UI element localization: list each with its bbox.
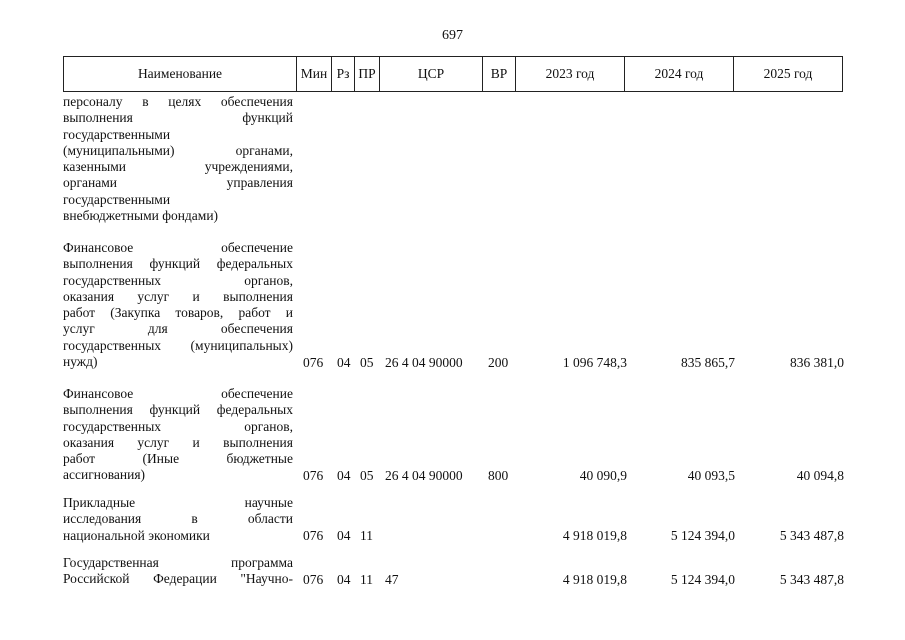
cell-rz: 04 bbox=[337, 571, 351, 587]
cell-pr: 11 bbox=[360, 527, 373, 543]
name-line: внебюджетными фондами) bbox=[63, 208, 219, 224]
name-line: персоналу в целях обеспечения bbox=[63, 94, 293, 109]
col-header-2025: 2025 год bbox=[734, 57, 843, 92]
cell-2025: 40 094,8 bbox=[796, 467, 844, 483]
table-row bbox=[63, 555, 845, 588]
cell-2024: 5 124 394,0 bbox=[670, 527, 735, 543]
col-header-rz: Рз bbox=[332, 57, 355, 92]
cell-csr: 26 4 04 90000 bbox=[385, 354, 463, 370]
name-line: выполнения функций федеральных bbox=[63, 402, 293, 418]
name-line: национальной экономики bbox=[63, 527, 210, 543]
name-line: Российской Федерации "Научно- bbox=[63, 571, 293, 587]
cell-2024: 40 093,5 bbox=[687, 467, 735, 483]
name-line: государственными bbox=[63, 126, 171, 142]
cell-2025: 5 343 487,8 bbox=[779, 527, 844, 543]
name-line: Финансовое обеспечение bbox=[63, 240, 293, 255]
cell-min: 076 bbox=[303, 354, 324, 370]
cell-2023: 1 096 748,3 bbox=[562, 354, 627, 370]
name-line: государственными bbox=[63, 191, 171, 207]
row-name bbox=[63, 240, 293, 370]
cell-min: 076 bbox=[303, 467, 324, 483]
cell-rz: 04 bbox=[337, 467, 351, 483]
name-line: казенными учреждениями, bbox=[63, 159, 293, 175]
cell-2025: 5 343 487,8 bbox=[779, 571, 844, 587]
cell-2024: 835 865,7 bbox=[681, 354, 735, 370]
row-name bbox=[63, 94, 293, 224]
cell-2023: 40 090,9 bbox=[579, 467, 627, 483]
col-header-2024: 2024 год bbox=[625, 57, 734, 92]
name-line: государственных (муниципальных) bbox=[63, 337, 293, 353]
row-name bbox=[63, 495, 293, 544]
name-line: нужд) bbox=[63, 354, 98, 370]
name-line: исследования в области bbox=[63, 511, 293, 527]
col-header-csr: ЦСР bbox=[380, 57, 483, 92]
cell-vr: 200 bbox=[488, 354, 509, 370]
name-line: работ (Иные бюджетные bbox=[63, 451, 293, 467]
cell-csr: 47 bbox=[385, 571, 399, 587]
col-header-pr: ПР bbox=[355, 57, 380, 92]
col-header-vr: ВР bbox=[483, 57, 516, 92]
cell-pr: 05 bbox=[360, 354, 374, 370]
cell-2024: 5 124 394,0 bbox=[670, 571, 735, 587]
row-name bbox=[63, 555, 293, 588]
name-line: Государственная программа bbox=[63, 555, 293, 570]
name-line: государственных органов, bbox=[63, 418, 293, 434]
cell-2023: 4 918 019,8 bbox=[562, 527, 627, 543]
name-line: оказания услуг и выполнения bbox=[63, 434, 293, 450]
cell-rz: 04 bbox=[337, 527, 351, 543]
name-line: ассигнования) bbox=[63, 467, 146, 483]
table-row bbox=[63, 495, 845, 544]
cell-2023: 4 918 019,8 bbox=[562, 571, 627, 587]
name-line: услуг для обеспечения bbox=[63, 321, 293, 337]
table-header bbox=[63, 56, 843, 92]
name-line: Финансовое обеспечение bbox=[63, 386, 293, 401]
cell-vr: 800 bbox=[488, 467, 509, 483]
name-line: оказания услуг и выполнения bbox=[63, 288, 293, 304]
col-header-min: Мин bbox=[297, 57, 332, 92]
cell-csr: 26 4 04 90000 bbox=[385, 467, 463, 483]
cell-min: 076 bbox=[303, 571, 324, 587]
name-line: выполнения функций федеральных bbox=[63, 256, 293, 272]
table-row bbox=[63, 94, 845, 225]
page-number: 697 bbox=[442, 28, 463, 43]
cell-min: 076 bbox=[303, 527, 324, 543]
cell-rz: 04 bbox=[337, 354, 351, 370]
name-line: (муниципальными) органами, bbox=[63, 142, 293, 158]
cell-pr: 05 bbox=[360, 467, 374, 483]
col-header-name: Наименование bbox=[64, 57, 297, 92]
name-line: работ (Закупка товаров, работ и bbox=[63, 305, 293, 321]
cell-2025: 836 381,0 bbox=[790, 354, 844, 370]
name-line: государственных органов, bbox=[63, 272, 293, 288]
col-header-2023: 2023 год bbox=[516, 57, 625, 92]
name-line: выполнения функций bbox=[63, 110, 293, 126]
table-row bbox=[63, 386, 845, 484]
name-line: Прикладные научные bbox=[63, 495, 293, 510]
table-row bbox=[63, 240, 845, 371]
name-line: органами управления bbox=[63, 175, 293, 191]
cell-pr: 11 bbox=[360, 571, 373, 587]
row-name bbox=[63, 386, 293, 484]
